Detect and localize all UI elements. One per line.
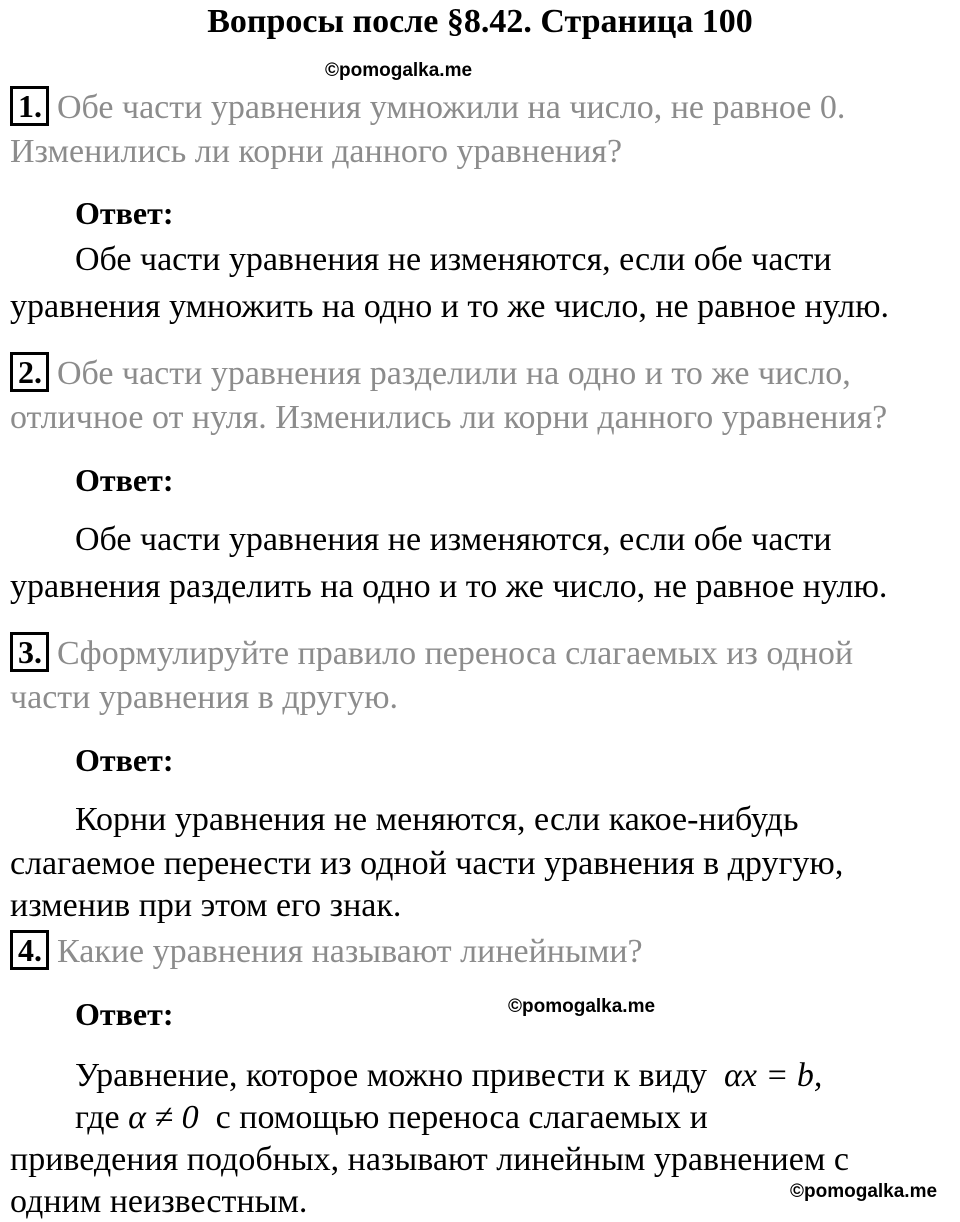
answer-2-label: Ответ: [75,462,174,498]
answer-4-line-3: приведения подобных, называют линейным уравнением с [10,1141,849,1178]
answer-4-line-4: одним неизвестным. [10,1183,308,1220]
question-3-number: 3. [10,632,49,672]
watermark-top: ©pomogalka.me [325,60,473,81]
formula-linear-form: αx = b, [724,1057,823,1094]
question-2-text: Обе части уравнения разделили на одно и то же число, [57,355,851,392]
answer-3-label: Ответ: [75,742,174,778]
formula-alpha-not-zero: α ≠ 0 [128,1099,199,1136]
question-1-line-1 [10,86,845,128]
question-1-text: Обе части уравнения умножили на число, не равное 0. [57,89,846,126]
question-4-text: Какие уравнения называют линейными? [57,933,643,970]
answer-3-line-1: Корни уравнения не меняются, если какое-нибудь [75,801,799,838]
answer-3-line-2: слагаемое перенести из одной части уравнения в другую, [10,845,844,882]
question-3-line-1 [10,632,853,674]
answer-4-label: Ответ: [75,996,174,1032]
answer-2-line-2: уравнения разделить на одно и то же число, не равное нулю. [10,568,888,605]
answer-1-line-2: уравнения умножить на одно и то же число, не равное нулю. [10,288,890,325]
question-2-line-2: отличное от нуля. Изменились ли корни данного уравнения? [10,399,888,436]
answer-4-line-1 [75,1056,822,1096]
page-title: Вопросы после §8.42. Страница 100 [207,3,753,40]
question-1-line-2: Изменились ли корни данного уравнения? [10,133,623,170]
question-4-line-1 [10,930,643,972]
question-1-number: 1. [10,86,49,126]
answer-2-line-1: Обе части уравнения не изменяются, если обе части [75,521,832,558]
question-3-line-2: части уравнения в другую. [10,679,399,716]
answer-4-text-1: Уравнение, которое можно привести к виду [75,1057,708,1094]
question-2-line-1 [10,352,851,394]
answer-4-text-3: с помощью переноса слагаемых и [215,1099,708,1136]
answer-1-line-1: Обе части уравнения не изменяются, если обе части [75,241,832,278]
answer-4-text-2: где [75,1099,120,1136]
question-3-text: Сформулируйте правило переноса слагаемых из одной [57,635,854,672]
question-2-number: 2. [10,352,49,392]
watermark-middle: ©pomogalka.me [508,996,656,1017]
question-4-number: 4. [10,930,49,970]
answer-4-line-2 [75,1098,708,1138]
answer-3-line-3: изменив при этом его знак. [10,887,402,924]
answer-1-label: Ответ: [75,195,174,231]
watermark-bottom: ©pomogalka.me [790,1181,938,1202]
